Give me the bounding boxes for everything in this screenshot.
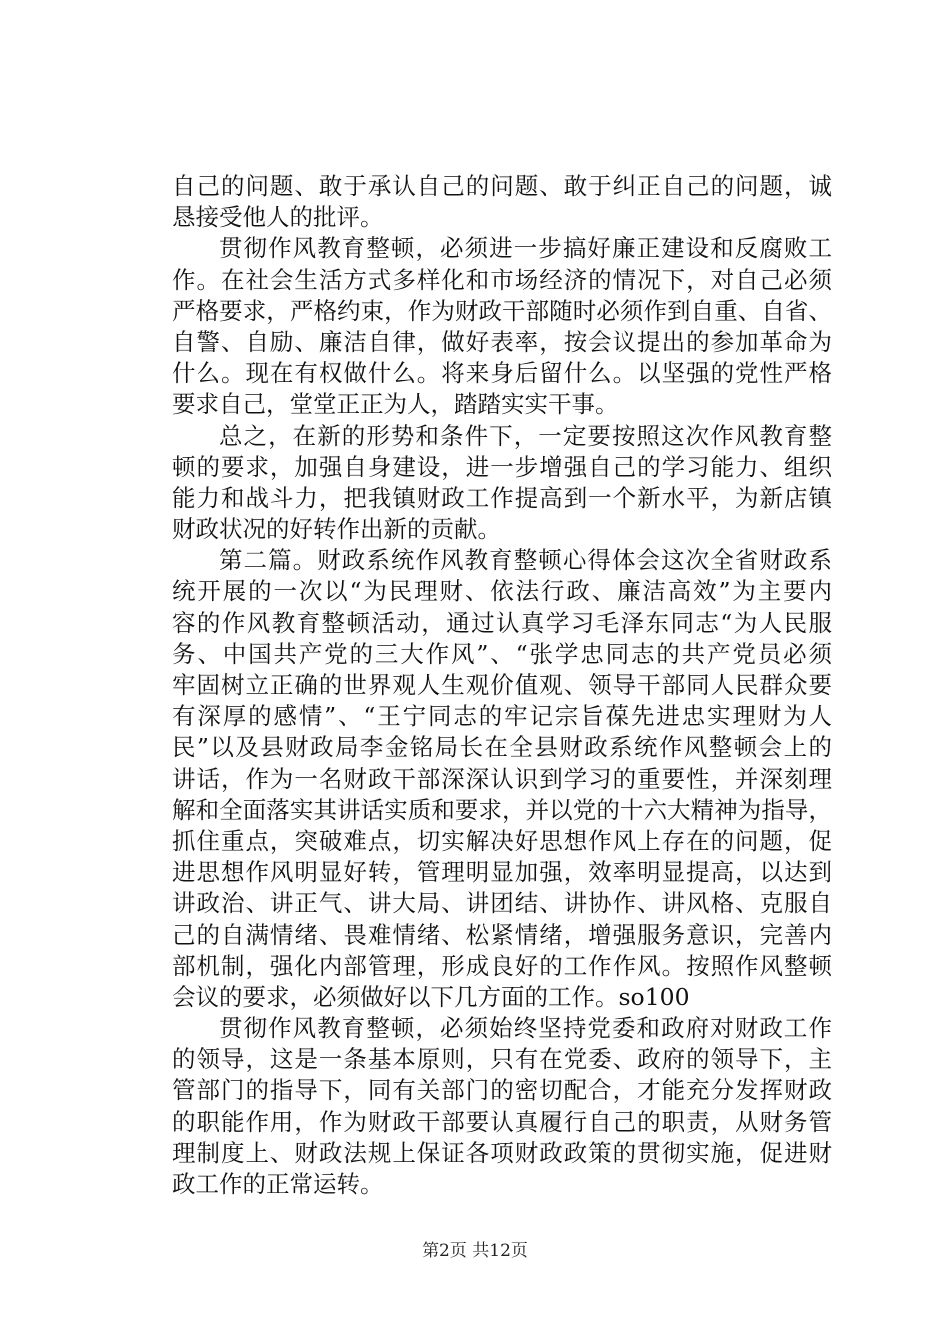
text-line: 牢固树立正确的世界观人生观价值观、领导干部同人民群众要 [172, 671, 832, 699]
paragraph-continuation [172, 171, 832, 233]
page-footer [0, 1240, 950, 1262]
text-line: 解和全面落实其讲话实质和要求，并以党的十六大精神为指导， [172, 795, 832, 824]
paragraph-second-article [172, 545, 832, 1013]
text-line: 抓住重点，突破难点，切实解决好思想作风上存在的问题，促 [172, 826, 832, 855]
text-line: 贯彻作风教育整顿，必须始终坚持党委和政府对财政工作 [219, 1014, 832, 1043]
text-line: 理制度上、财政法规上保证各项财政政策的贯彻实施，促进财 [172, 1138, 832, 1167]
text-line: 自警、自励、廉洁自律，做好表率，按会议提出的参加革命为 [172, 327, 832, 356]
paragraph-anticorruption [172, 233, 832, 420]
text-line: 容的作风教育整顿活动，通过认真学习毛泽东同志“为人民服 [172, 608, 832, 637]
text-line: 的领导，这是一条基本原则，只有在党委、政府的领导下，主 [172, 1045, 832, 1074]
text-line: 要求自己，堂堂正正为人，踏踏实实干事。 [172, 390, 619, 419]
text-line: 严格要求，严格约束，作为财政干部随时必须作到自重、自省、 [172, 296, 832, 325]
text-line: 什么。现在有权做什么。将来身后留什么。以坚强的党性严格 [172, 359, 832, 388]
paragraph-leadership [172, 1013, 832, 1200]
page-number-label: 第2页 共12页 [422, 1241, 528, 1261]
text-line: 统开展的一次以“为民理财、依法行政、廉洁高效”为主要内 [172, 577, 832, 606]
text-line: 作。在社会生活方式多样化和市场经济的情况下，对自己必须 [172, 265, 832, 294]
text-line: 政工作的正常运转。 [172, 1170, 384, 1198]
paragraph-summary [172, 421, 832, 546]
text-line: 讲话，作为一名财政干部深深认识到学习的重要性，并深刻理 [172, 764, 832, 793]
text-line: 第二篇。财政系统作风教育整顿心得体会这次全省财政系 [219, 546, 832, 575]
text-line: 自己的问题、敢于承认自己的问题、敢于纠正自己的问题，诚 [172, 172, 832, 200]
document-body [172, 171, 832, 1200]
text-line: 贯彻作风教育整顿，必须进一步搞好廉正建设和反腐败工 [219, 234, 832, 263]
text-line: 财政状况的好转作出新的贡献。 [172, 515, 501, 544]
text-line: 进思想作风明显好转，管理明显加强，效率明显提高，以达到 [172, 858, 832, 887]
text-line: 讲政治、讲正气、讲大局、讲团结、讲协作、讲风格、克服自 [172, 889, 832, 918]
text-line: 恳接受他人的批评。 [172, 203, 384, 232]
text-line: 能力和战斗力，把我镇财政工作提高到一个新水平，为新店镇 [172, 483, 832, 512]
text-line: 有深厚的感情”、“王宁同志的牢记宗旨葆先进忠实理财为人 [172, 702, 832, 731]
text-line: 部机制，强化内部管理，形成良好的工作作风。按照作风整顿 [172, 951, 832, 980]
text-line: 的职能作用，作为财政干部要认真履行自己的职责，从财务管 [172, 1107, 832, 1136]
text-line: 顿的要求，加强自身建设，进一步增强自己的学习能力、组织 [172, 452, 832, 481]
text-line: 己的自满情绪、畏难情绪、松紧情绪，增强服务意识，完善内 [172, 920, 832, 949]
text-line: 民”以及县财政局李金铭局长在全县财政系统作风整顿会上的 [172, 733, 832, 762]
text-line: 管部门的指导下，同有关部门的密切配合，才能充分发挥财政 [172, 1076, 832, 1105]
text-line: 务、中国共产党的三大作风”、“张学忠同志的共产党员必须 [172, 639, 832, 668]
text-line: 总之，在新的形势和条件下，一定要按照这次作风教育整 [219, 421, 832, 450]
text-line: 会议的要求，必须做好以下几方面的工作。so100 [172, 982, 690, 1011]
